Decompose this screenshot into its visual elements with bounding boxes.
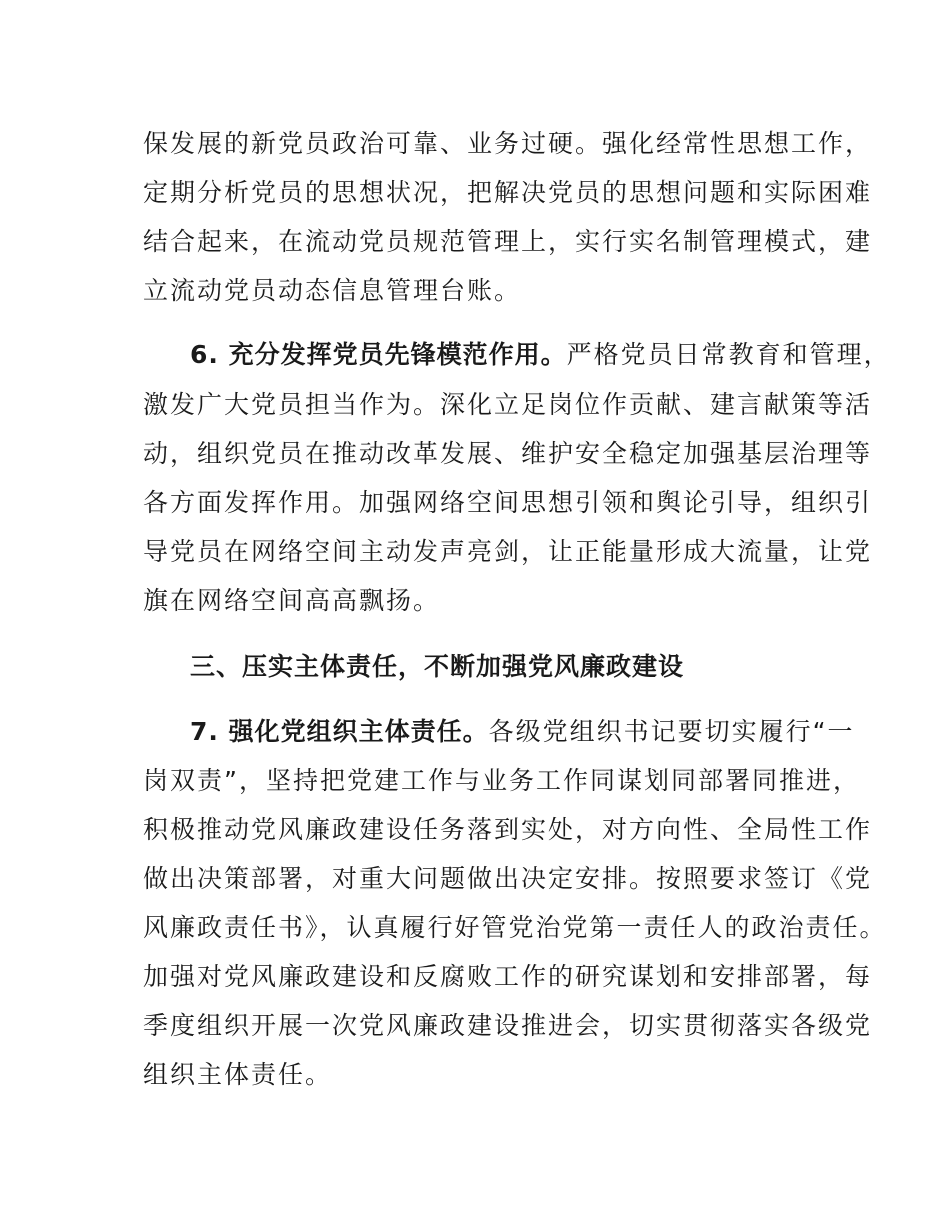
section-heading: 三、压实主体责任，不断加强党风廉政建设 bbox=[190, 652, 685, 681]
paragraph-line: 组织主体责任。 bbox=[143, 1060, 333, 1089]
paragraph-line: 做出决策部署，对重大问题做出决定安排。按照要求签订《党 bbox=[143, 864, 873, 893]
paragraph-line: 立流动党员动态信息管理台账。 bbox=[143, 276, 522, 305]
item-7-heading: 7. 强化党组织主体责任。 bbox=[190, 717, 489, 746]
paragraph-line: 岗双责”，坚持把党建工作与业务工作同谋划同部署同推进， bbox=[143, 766, 860, 795]
paragraph-line: 季度组织开展一次党风廉政建设推进会，切实贯彻落实各级党 bbox=[143, 1011, 873, 1040]
paragraph-line: 各方面发挥作用。加强网络空间思想引领和舆论引导，组织引 bbox=[143, 488, 873, 517]
paragraph-line: 结合起来，在流动党员规范管理上，实行实名制管理模式，建 bbox=[143, 227, 873, 256]
item-7-text: 各级党组织书记要切实履行“一 bbox=[488, 717, 855, 746]
paragraph-line: 保发展的新党员政治可靠、业务过硬。强化经常性思想工作， bbox=[143, 129, 873, 158]
paragraph-line: 激发广大党员担当作为。深化立足岗位作贡献、建言献策等活 bbox=[143, 390, 873, 419]
paragraph-line: 加强对党风廉政建设和反腐败工作的研究谋划和安排部署，每 bbox=[143, 962, 873, 991]
item-6-first-line bbox=[190, 340, 891, 370]
paragraph-line: 导党员在网络空间主动发声亮剑，让正能量形成大流量，让党 bbox=[143, 537, 873, 566]
paragraph-line: 风廉政责任书》，认真履行好管党治党第一责任人的政治责任。 bbox=[143, 913, 887, 942]
paragraph-line: 动，组织党员在推动改革发展、维护安全稳定加强基层治理等 bbox=[143, 439, 873, 468]
paragraph-line: 定期分析党员的思想状况，把解决党员的思想问题和实际困难 bbox=[143, 178, 873, 207]
paragraph-line: 积极推动党风廉政建设任务落到实处，对方向性、全局性工作 bbox=[143, 815, 873, 844]
item-6-heading: 6. 充分发挥党员先锋模范作用。 bbox=[190, 340, 567, 369]
paragraph-line: 旗在网络空间高高飘扬。 bbox=[143, 586, 441, 615]
item-7-first-line bbox=[190, 717, 855, 747]
item-6-text: 严格党员日常教育和管理， bbox=[566, 340, 891, 369]
